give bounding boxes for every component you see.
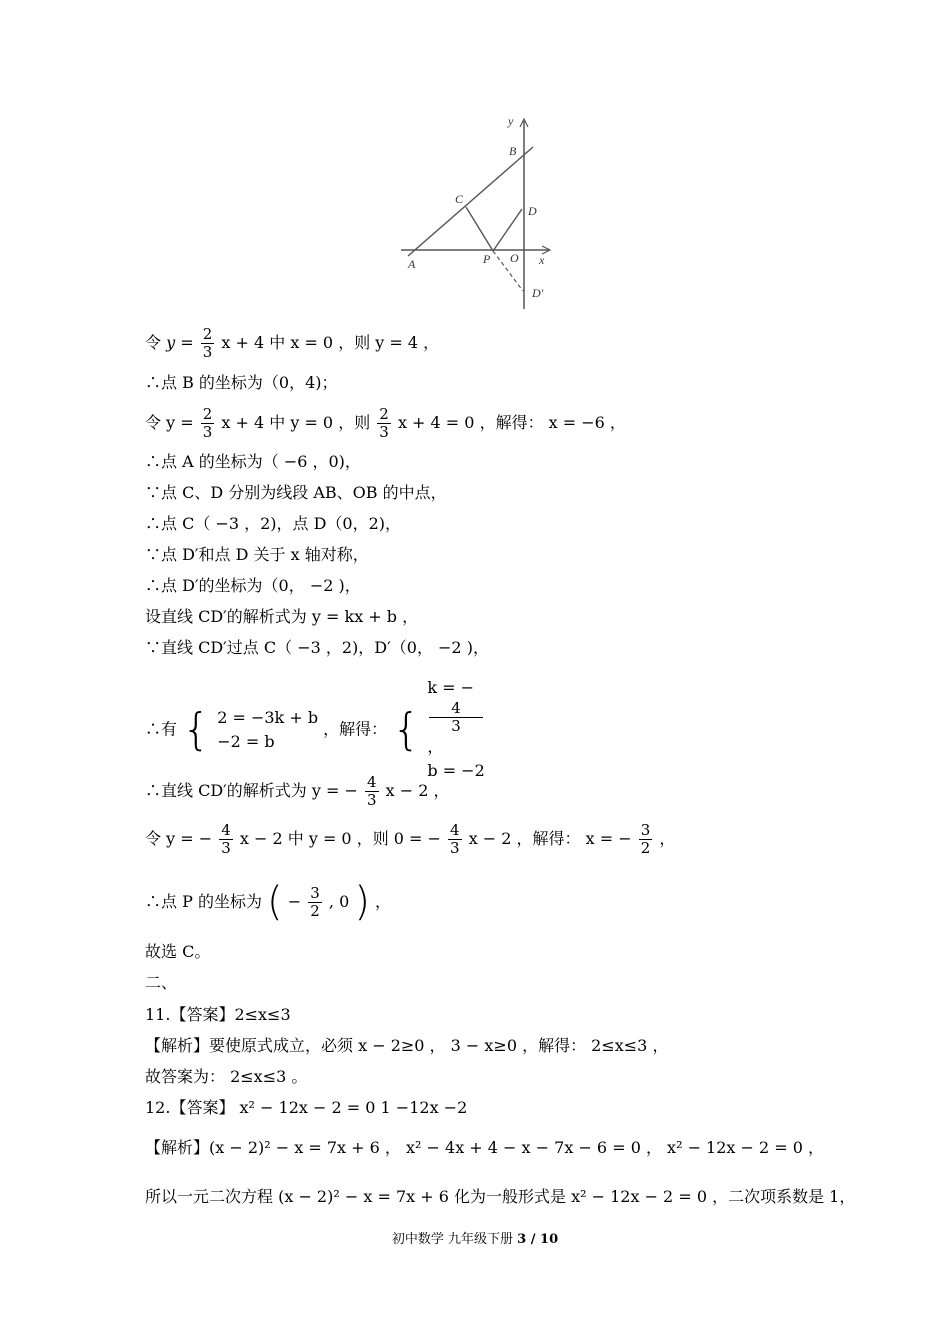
fraction	[448, 822, 462, 857]
brace: {	[182, 703, 211, 755]
numerator: 4	[429, 700, 482, 718]
denominator: 3	[451, 717, 461, 735]
figure-svg	[395, 113, 560, 313]
segment-pd	[493, 209, 522, 251]
text: 令 y =	[145, 413, 199, 432]
line-3	[145, 406, 626, 441]
line-ab	[408, 147, 533, 256]
numerator: 2	[202, 405, 213, 423]
page-number: 3 / 10	[517, 1232, 559, 1247]
label-a: A	[408, 257, 416, 271]
line-2: ∴点 B 的坐标为（0，4)；	[145, 373, 338, 392]
equation: −2 = b	[217, 731, 275, 751]
denominator: 3	[202, 343, 213, 361]
line-13	[145, 822, 675, 857]
line-7: ∵点 D′和点 D 关于 x 轴对称，	[145, 545, 369, 564]
text: x + 4 = 0 ，解得： x = −6 ，	[397, 413, 626, 432]
text: x + 4 中 x = 0 ，则 y = 4 ，	[221, 333, 440, 352]
text: ，	[375, 892, 392, 911]
denominator: 3	[367, 791, 377, 809]
label-o: O	[510, 251, 519, 265]
denominator: 2	[640, 839, 651, 857]
denominator: 3	[379, 423, 389, 441]
fraction	[377, 406, 391, 441]
line-11	[145, 676, 485, 783]
line-22: 所以一元二次方程 (x − 2)² − x = 7x + 6 化为一般形式是 x² − 12x − 2 = 0 ，二次项系数是 1，	[145, 1187, 856, 1206]
footer-title: 初中数学 九年级下册	[391, 1232, 514, 1247]
denominator: 3	[202, 423, 213, 441]
label-d-prime: D′	[532, 286, 544, 300]
denominator: 2	[310, 901, 320, 920]
fraction	[429, 700, 482, 735]
text: 令 y = −	[145, 829, 213, 848]
equation-system	[217, 706, 318, 754]
text: x − 2 ，解得： x = −	[468, 829, 632, 848]
fraction	[219, 822, 233, 857]
line-10: ∵直线 CD′过点 C（ −3 ，2)，D′（0， −2 )，	[145, 638, 489, 657]
text: −	[287, 892, 302, 911]
text: ∴有	[145, 719, 178, 739]
label-d: D	[528, 204, 537, 218]
brace: {	[392, 703, 421, 755]
solution-system	[427, 676, 484, 783]
math: y =	[166, 333, 199, 352]
fraction	[201, 406, 215, 441]
label-p: P	[483, 252, 491, 266]
segment-cp	[466, 207, 493, 251]
text: ∴点 P 的坐标为	[145, 892, 262, 911]
text: 令	[145, 333, 162, 352]
fraction	[365, 774, 379, 809]
right-paren: )	[354, 879, 370, 925]
denominator: 3	[221, 839, 231, 857]
line-18: 【解析】要使原式成立，必须 x − 2≥0 ， 3 − x≥0 ，解得： 2≤x≤3 ，	[145, 1036, 669, 1055]
line-5: ∵点 C、D 分别为线段 AB、OB 的中点，	[145, 483, 447, 502]
coordinate-figure	[395, 113, 560, 313]
line-12	[145, 774, 450, 809]
left-paren: (	[267, 879, 283, 925]
line-21: 【解析】(x − 2)² − x = 7x + 6 ， x² − 4x + 4 − x − 7x − 6 = 0 ， x² − 12x − 2 = 0 ，	[145, 1138, 825, 1157]
line-20: 12.【答案】 x² − 12x − 2 = 0 1 −12x −2	[145, 1098, 468, 1117]
numerator: 3	[310, 883, 320, 902]
line-4: ∴点 A 的坐标为（ −6 ，0)，	[145, 452, 361, 471]
label-c: C	[455, 192, 464, 206]
fraction	[308, 885, 322, 920]
line-1	[145, 326, 439, 361]
text: ，	[427, 737, 444, 756]
line-14	[145, 879, 392, 925]
label-x: x	[539, 253, 545, 267]
label-b: B	[509, 144, 517, 158]
label-y: y	[508, 114, 514, 128]
numerator: 4	[221, 821, 231, 839]
numerator: 4	[367, 773, 377, 791]
text: k = −	[427, 678, 475, 697]
text: x − 2 中 y = 0 ，则 0 = −	[239, 829, 441, 848]
text: ，解得：	[323, 719, 388, 739]
text: x + 4 中 y = 0 ，则	[221, 413, 371, 432]
line-8: ∴点 D′的坐标为（0， −2 )，	[145, 576, 361, 595]
line-17: 11.【答案】2≤x≤3	[145, 1005, 291, 1024]
equation: b = −2	[427, 761, 485, 780]
line-15: 故选 C。	[145, 942, 211, 961]
numerator: 3	[640, 821, 651, 839]
numerator: 2	[202, 325, 213, 343]
line-9: 设直线 CD′的解析式为 y = kx + b ，	[145, 607, 419, 626]
text: x − 2 ，	[385, 781, 450, 800]
text: , 0	[328, 892, 350, 911]
text: ，	[659, 829, 676, 848]
fraction	[639, 822, 653, 857]
line-6: ∴点 C（ −3 ，2)，点 D（0，2)，	[145, 514, 402, 533]
equation	[427, 676, 484, 759]
numerator: 4	[450, 821, 460, 839]
page-footer	[0, 1228, 950, 1247]
line-19: 故答案为： 2≤x≤3 。	[145, 1067, 308, 1086]
line-16: 二、	[145, 973, 178, 992]
fraction	[201, 326, 215, 361]
equation: 2 = −3k + b	[217, 707, 319, 727]
text: ∴直线 CD′的解析式为 y = −	[145, 781, 358, 800]
denominator: 3	[450, 839, 460, 857]
numerator: 2	[379, 405, 389, 423]
